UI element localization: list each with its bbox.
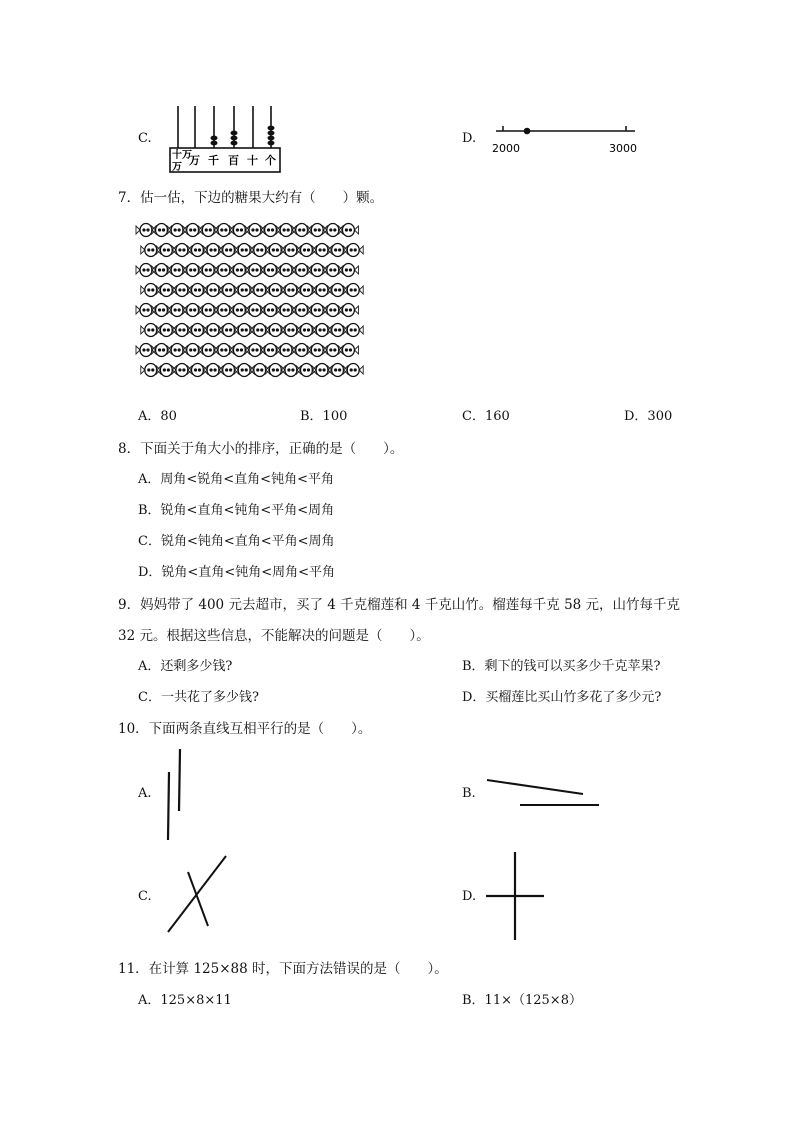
candy-piece (323, 304, 343, 317)
q9-question-line1: 9．妈妈带了 400 元去超市，买了 4 千克榴莲和 4 千克山竹。榴莲每千克 58 元，山竹每千克 (118, 597, 681, 613)
abacus-label-ten: 十 (247, 154, 258, 167)
q10-option-d: D. (462, 889, 477, 904)
candy-piece (214, 304, 234, 317)
candy-piece (312, 244, 332, 257)
q10-figure-a (160, 745, 200, 845)
candy-piece (141, 244, 161, 257)
candy-piece (183, 344, 203, 357)
candy-piece (343, 244, 363, 257)
candy-piece (328, 364, 348, 377)
candy-piece (152, 304, 172, 317)
q8-option-c: C．锐角<钝角<直角<平角<周角 (138, 534, 335, 549)
candy-piece (281, 364, 301, 377)
candy-piece (229, 344, 249, 357)
candy-figure (140, 220, 362, 384)
candy-piece (328, 324, 348, 337)
candy-piece (203, 284, 223, 297)
candy-piece (203, 324, 223, 337)
abacus-figure (168, 102, 283, 174)
candy-piece (167, 264, 187, 277)
candy-piece (156, 364, 176, 377)
candy-piece (156, 324, 176, 337)
candy-piece (152, 224, 172, 237)
candy-piece (167, 304, 187, 317)
candy-piece (297, 244, 317, 257)
candy-piece (323, 224, 343, 237)
candy-piece (265, 284, 285, 297)
q11-option-a: A．125×8×11 (138, 993, 232, 1008)
candy-piece (172, 244, 192, 257)
candy-piece (265, 324, 285, 337)
candy-piece (152, 264, 172, 277)
candy-piece (198, 264, 218, 277)
abacus-label-hundred-thousand-2: 万 (172, 162, 182, 173)
candy-piece (188, 364, 208, 377)
number-line-point (524, 128, 531, 135)
q10-option-a: A. (138, 786, 152, 801)
candy-piece (198, 344, 218, 357)
q8-question: 8．下面关于角大小的排序，正确的是（ ）。 (118, 441, 404, 457)
candy-piece (167, 224, 187, 237)
candy-piece (198, 224, 218, 237)
candy-piece (261, 304, 281, 317)
candy-piece (183, 264, 203, 277)
candy-piece (338, 264, 358, 277)
candy-piece (188, 244, 208, 257)
candy-piece (307, 304, 327, 317)
candy-piece (265, 244, 285, 257)
candy-piece (219, 364, 239, 377)
candy-piece (172, 364, 192, 377)
candy-piece (234, 284, 254, 297)
candy-piece (292, 264, 312, 277)
candy-piece (234, 324, 254, 337)
abacus-label-thousand: 千 (208, 154, 219, 167)
candy-piece (141, 364, 161, 377)
candy-piece (188, 284, 208, 297)
candy-piece (343, 284, 363, 297)
candy-piece (281, 244, 301, 257)
q10-figure-c (164, 852, 234, 936)
candy-piece (219, 244, 239, 257)
candy-piece (245, 224, 265, 237)
candy-piece (343, 364, 363, 377)
candy-piece (276, 224, 296, 237)
candy-piece (136, 224, 156, 237)
candy-piece (234, 244, 254, 257)
q7-option-d: D．300 (624, 409, 673, 424)
candy-piece (203, 364, 223, 377)
candy-piece (250, 324, 270, 337)
q9-option-a: A．还剩多少钱? (138, 659, 233, 674)
candy-piece (136, 264, 156, 277)
candy-piece (312, 324, 332, 337)
abacus-label-hundred: 百 (228, 154, 239, 167)
candy-piece (229, 264, 249, 277)
candy-piece (214, 344, 234, 357)
candy-piece (234, 364, 254, 377)
q9-option-b: B．剩下的钱可以买多少千克苹果? (462, 659, 661, 674)
q6-option-c-label: C. (138, 131, 152, 146)
q10-figure-d (484, 850, 550, 944)
q9-question-line2: 32 元。根据这些信息，不能解决的问题是（ ）。 (118, 628, 430, 644)
candy-piece (245, 264, 265, 277)
candy-piece (136, 304, 156, 317)
q8-option-a: A．周角<锐角<直角<钝角<平角 (138, 472, 334, 487)
candy-piece (328, 284, 348, 297)
candy-piece (167, 344, 187, 357)
q9-option-c: C．一共花了多少钱? (138, 690, 259, 705)
candy-piece (297, 324, 317, 337)
candy-piece (261, 264, 281, 277)
candy-piece (281, 284, 301, 297)
candy-piece (229, 304, 249, 317)
candy-piece (172, 324, 192, 337)
candy-piece (307, 264, 327, 277)
candy-piece (250, 244, 270, 257)
q6-option-d-label: D. (462, 131, 477, 146)
candy-piece (219, 324, 239, 337)
candy-piece (188, 324, 208, 337)
candy-piece (297, 364, 317, 377)
candy-piece (307, 224, 327, 237)
abacus-label-one: 个 (265, 154, 276, 167)
q8-option-b: B．锐角<直角<钝角<平角<周角 (138, 503, 335, 518)
q10-option-c: C. (138, 889, 152, 904)
candy-piece (152, 344, 172, 357)
candy-piece (292, 224, 312, 237)
candy-piece (276, 344, 296, 357)
number-line-figure (492, 120, 642, 160)
candy-piece (338, 304, 358, 317)
number-line-left-label: 2000 (492, 142, 520, 155)
q11-option-b: B．11×（125×8） (462, 993, 582, 1008)
candy-piece (323, 264, 343, 277)
candy-piece (281, 324, 301, 337)
q7-question: 7．估一估，下边的糖果大约有（ ）颗。 (118, 190, 384, 206)
candy-piece (261, 344, 281, 357)
candy-piece (250, 284, 270, 297)
abacus-beads (211, 126, 275, 146)
candy-piece (198, 304, 218, 317)
abacus-label-ten-thousand: 万 (189, 154, 200, 167)
candy-piece (338, 344, 358, 357)
q10-option-b: B. (462, 786, 476, 801)
candy-piece (203, 244, 223, 257)
candy-piece (229, 224, 249, 237)
candy-piece (328, 244, 348, 257)
candy-piece (265, 364, 285, 377)
candy-piece (214, 264, 234, 277)
candy-piece (292, 344, 312, 357)
candy-piece (214, 224, 234, 237)
q9-option-d: D．买榴莲比买山竹多花了多少元? (462, 690, 662, 705)
candy-piece (276, 264, 296, 277)
candy-piece (156, 244, 176, 257)
candy-piece (183, 304, 203, 317)
candy-piece (245, 344, 265, 357)
q10-figure-b (485, 774, 605, 814)
candy-piece (312, 284, 332, 297)
candy-piece (292, 304, 312, 317)
q7-option-c: C．160 (462, 409, 510, 424)
q7-option-a: A．80 (138, 409, 177, 424)
q11-question: 11．在计算 125×88 时，下面方法错误的是（ ）。 (118, 961, 448, 977)
candy-piece (156, 284, 176, 297)
candy-piece (141, 324, 161, 337)
candy-piece (141, 284, 161, 297)
q10-question: 10．下面两条直线互相平行的是（ ）。 (118, 721, 372, 737)
number-line-right-label: 3000 (609, 142, 637, 155)
q8-option-d: D．锐角<直角<钝角<周角<平角 (138, 565, 335, 580)
abacus-label-hundred-thousand: 十万 (172, 150, 192, 161)
candy-piece (245, 304, 265, 317)
candy-piece (172, 284, 192, 297)
candy-piece (343, 324, 363, 337)
candy-piece (219, 284, 239, 297)
candy-piece (276, 304, 296, 317)
candy-piece (136, 344, 156, 357)
candy-piece (312, 364, 332, 377)
candy-piece (250, 364, 270, 377)
candy-piece (183, 224, 203, 237)
candy-piece (297, 284, 317, 297)
candy-piece (338, 224, 358, 237)
candy-piece (307, 344, 327, 357)
candy-piece (323, 344, 343, 357)
candy-piece (261, 224, 281, 237)
q7-option-b: B．100 (300, 409, 348, 424)
